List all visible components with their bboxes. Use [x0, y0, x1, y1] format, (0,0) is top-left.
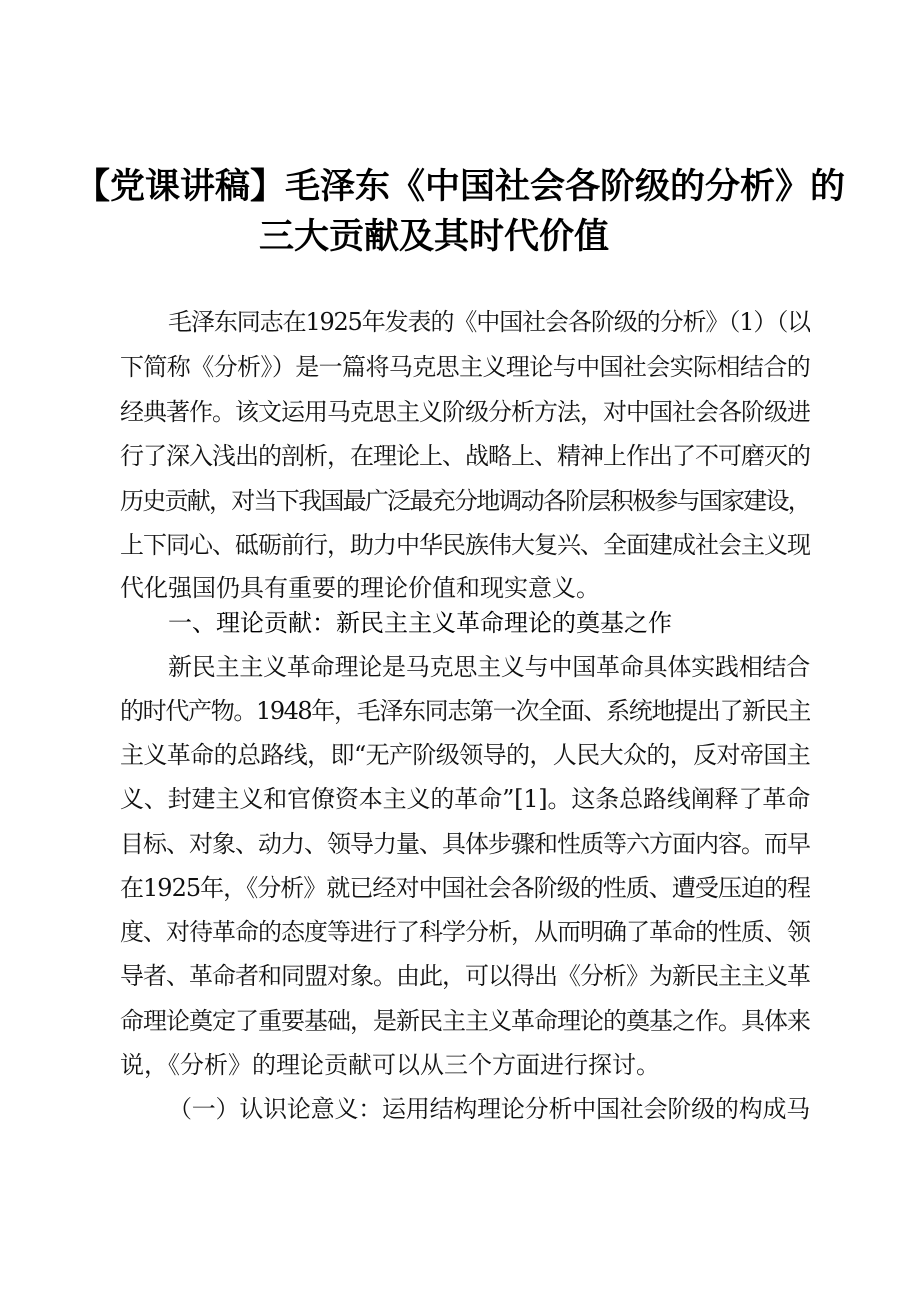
section-paragraph-line: 新民主主义革命理论是马克思主义与中国革命具体实践相结合 [168, 653, 810, 681]
section-paragraph-line: 说，《分析》的理论贡献可以从三个方面进行探讨。 [120, 1051, 660, 1079]
section-paragraph-line: 度、对待革命的态度等进行了科学分析，从而明确了革命的性质、领 [120, 918, 810, 946]
section-paragraph-line: 导者、革命者和同盟对象。由此，可以得出《分析》为新民主主义革 [120, 962, 810, 990]
subsection-heading-line: （一）认识论意义：运用结构理论分析中国社会阶级的构成马 [168, 1095, 810, 1123]
intro-paragraph-line: 代化强国仍具有重要的理论价值和现实意义。 [120, 574, 600, 602]
section-paragraph-line: 目标、对象、动力、领导力量、具体步骤和性质等六方面内容。而早 [120, 830, 810, 858]
section-paragraph-line: 在1925年，《分析》就已经对中国社会各阶级的性质、遭受压迫的程 [120, 874, 810, 902]
document-title-line-1: 【党课讲稿】毛泽东《中国社会各阶级的分析》的 [74, 167, 845, 207]
intro-paragraph-line: 行了深入浅出的剖析，在理论上、战略上、精神上作出了不可磨灭的 [120, 442, 810, 470]
intro-paragraph-line: 下简称《分析》）是一篇将马克思主义理论与中国社会实际相结合的 [120, 353, 810, 381]
intro-paragraph-line: 历史贡献，对当下我国最广泛最充分地调动各阶层积极参与国家建设， [120, 487, 810, 515]
section-paragraph-line: 义、封建主义和官僚资本主义的革命”[1]。这条总路线阐释了革命 [120, 785, 810, 813]
section-paragraph-line: 命理论奠定了重要基础，是新民主主义革命理论的奠基之作。具体来 [120, 1007, 810, 1035]
section-heading-theory: 一、理论贡献：新民主主义革命理论的奠基之作 [168, 609, 672, 637]
intro-paragraph-line: 上下同心、砥砺前行，助力中华民族伟大复兴、全面建成社会主义现 [120, 531, 810, 559]
section-paragraph-line: 的时代产物。1948年，毛泽东同志第一次全面、系统地提出了新民主 [120, 697, 810, 725]
document-title-line-2: 三大贡献及其时代价值 [258, 217, 609, 257]
section-paragraph-line: 主义革命的总路线，即“无产阶级领导的，人民大众的，反对帝国主 [120, 741, 810, 769]
intro-paragraph-line: 经典著作。该文运用马克思主义阶级分析方法，对中国社会各阶级进 [120, 398, 810, 426]
intro-paragraph-line: 毛泽东同志在1925年发表的《中国社会各阶级的分析》（1）（以 [168, 308, 810, 336]
